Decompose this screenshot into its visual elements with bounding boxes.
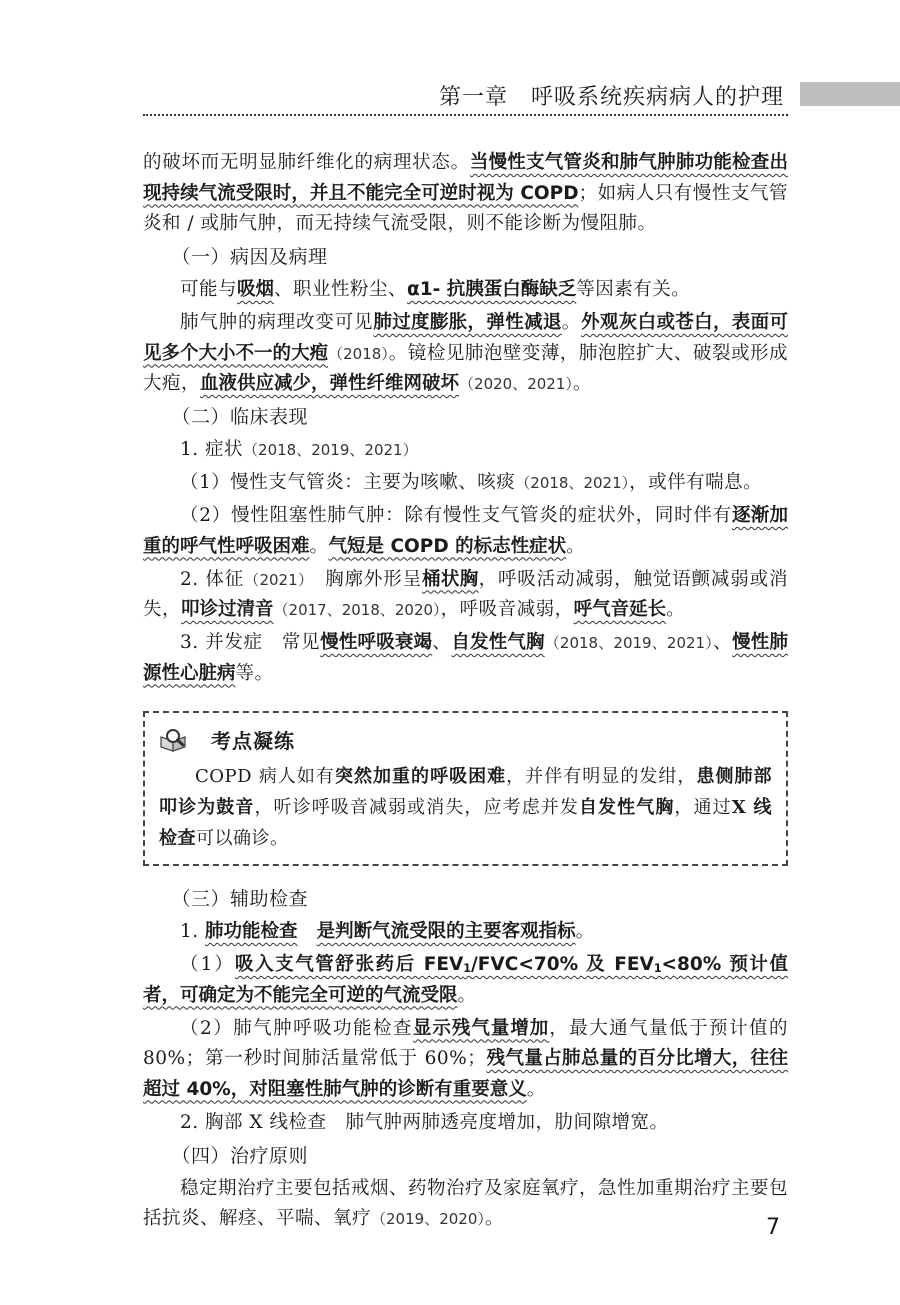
section-heading-tests: （三）辅助检查 — [171, 888, 309, 910]
subscript: 1 — [653, 962, 662, 976]
text: 稳定期治疗主要包括戒烟、药物治疗及家庭氧疗，急性加重期治疗主要包括抗炎、解痉、平喘、氧疗 — [143, 1177, 789, 1229]
exam-years: （2018、2019、2021） — [243, 441, 418, 459]
text: ，或伴有喘息。 — [629, 472, 763, 493]
exam-years: （2019、2020） — [371, 1210, 485, 1228]
emphasis: 显示残气量增加 — [412, 1017, 550, 1039]
lung-function-paragraph — [143, 917, 788, 948]
text: 肺气肿的病理改变可见 — [180, 312, 374, 333]
text: 、 — [712, 632, 733, 653]
text — [298, 921, 317, 942]
text: 。 — [484, 1208, 504, 1229]
callout-header — [159, 721, 772, 761]
xray-paragraph: 2. 胸部 X 线检查 肺气肿两肺透亮度增加，肋间隙增宽。 — [180, 1111, 669, 1133]
text: 。镜检见肺泡壁变薄，肺泡腔扩大、破裂或形成大疱， — [143, 342, 788, 394]
bold-text: 自发性气胸 — [578, 797, 675, 818]
text: 。 — [526, 1078, 546, 1100]
emphasis: 血液供应减少，弹性纤维网破坏 — [200, 373, 460, 394]
text: 、 — [432, 632, 452, 653]
magnifier-book-icon — [159, 727, 193, 755]
emphasis: 自发性气胸 — [451, 632, 545, 653]
emphasis: 当慢性支气管炎和肺气肿肺功能检查出现持续气流受限时，并且不能完全可逆时视为 COPD — [143, 152, 788, 204]
text: 的破坏而无明显肺纤维化的病理状态。 — [143, 152, 470, 173]
text: ，听诊呼吸音减弱或消失，应考虑并发 — [254, 797, 579, 818]
text: （1）慢性支气管炎：主要为咳嗽、咳痰 — [180, 472, 516, 493]
text: 。 — [572, 373, 592, 394]
emphasis: 叩诊过清音 — [181, 599, 274, 620]
bold-text: 突然加重的呼吸困难 — [334, 766, 507, 787]
emphysema-paragraph — [143, 501, 788, 562]
emphasis: 慢性肺源性心脏病 — [143, 632, 788, 684]
text: 。 — [666, 599, 686, 620]
emphasis: 桶状胸 — [422, 568, 479, 590]
symptoms-label — [143, 435, 788, 466]
emphasis: 吸烟 — [237, 279, 275, 300]
header-tab-bar — [800, 82, 900, 106]
chapter-title: 第一章 呼吸系统疾病病人的护理 — [438, 85, 784, 110]
exam-years: （2018） — [328, 344, 389, 363]
bold-text: 患侧肺部叩诊为鼓音 — [159, 766, 773, 818]
emphasis: 呼气音延长 — [573, 599, 667, 620]
text: 1. — [180, 921, 206, 942]
text: （2）肺气肿呼吸功能检查 — [180, 1017, 413, 1039]
exam-years: （2018、2019、2021） — [544, 634, 713, 652]
fev1-paragraph — [143, 950, 788, 1011]
emphasis: 慢性呼吸衰竭 — [320, 632, 433, 653]
etiology-paragraph — [143, 275, 788, 306]
callout-body — [159, 761, 772, 854]
page-body — [143, 148, 788, 1237]
text: ，通过 — [674, 797, 732, 818]
emphasis: 逐渐加重的呼气性呼吸困难 — [143, 505, 788, 557]
emphasis: α1- 抗胰蛋白酶缺乏 — [407, 279, 577, 300]
emphasis: 气短是 COPD 的标志性症状 — [328, 535, 567, 557]
exam-years: （2018、2021） — [515, 474, 630, 492]
exam-years: （2021） — [244, 570, 306, 589]
text: ，最大通气量低于预计值的 80%；第一秒时间肺活量常低于 60%； — [143, 1017, 788, 1069]
text: ，呼吸活动减弱，触觉语颤减弱或消失， — [143, 568, 788, 620]
text: COPD 病人如有 — [195, 766, 335, 787]
emphasis: 残气量占肺总量的百分比增大，往往超过 40%，对阻塞性肺气肿的诊断有重要意义 — [143, 1048, 788, 1100]
emphasis: 肺过度膨胀，弹性减退 — [373, 312, 562, 333]
text: 2. 体征 — [180, 568, 245, 590]
emphasis: 是判断气流受限的主要客观指标 — [316, 921, 576, 942]
intro-paragraph — [143, 148, 788, 240]
key-point-callout — [143, 711, 788, 866]
subscript: 1 — [463, 962, 472, 976]
text: 。 — [457, 984, 477, 1006]
text: 。 — [309, 535, 329, 557]
section-heading-treatment: （四）治疗原则 — [171, 1144, 309, 1167]
treatment-paragraph — [143, 1174, 788, 1235]
emphasis: 外观灰白或苍白，表面可见多个大小不一的大疱 — [143, 312, 788, 364]
text: ；如病人只有慢性支气管炎和 / 或肺气肿，而无持续气流受限，则不能诊断为慢阻肺。 — [143, 182, 788, 234]
text: （2）慢性阻塞性肺气肿：除有慢性支气管炎的症状外，同时伴有 — [180, 505, 732, 526]
residual-volume-paragraph — [143, 1014, 788, 1106]
text: 吸入支气管舒张药后 FEV — [235, 954, 464, 975]
emphasis: 肺功能检查 — [205, 921, 298, 942]
exam-years: （2017、2018、2020） — [273, 601, 441, 619]
text: 胸廓外形呈 — [305, 568, 423, 590]
section-heading-etiology: （一）病因及病理 — [171, 246, 328, 268]
text: 。 — [566, 535, 586, 557]
running-header — [143, 78, 788, 116]
text: ，并伴有明显的发绀， — [506, 766, 697, 787]
text: 可能与 — [180, 279, 238, 300]
page-number: 7 — [766, 1215, 780, 1240]
pathology-paragraph — [143, 308, 788, 400]
text: 、职业性粉尘、 — [274, 279, 408, 300]
bold-text: X 线检查 — [159, 797, 773, 849]
text: 1. 症状 — [180, 439, 244, 460]
bronchitis-paragraph — [143, 468, 788, 499]
callout-title: 考点凝练 — [211, 728, 295, 753]
text: <80% 预计值者，可确定为不能完全可逆的气流受限 — [143, 954, 788, 1006]
signs-paragraph — [143, 565, 788, 626]
text: 3. 并发症 常见 — [180, 632, 321, 653]
complications-paragraph — [143, 628, 788, 689]
text: 等。 — [235, 662, 274, 684]
text: 。 — [561, 312, 582, 333]
section-heading-clinical: （二）临床表现 — [171, 406, 309, 428]
text: ，呼吸音减弱， — [440, 599, 574, 620]
exam-years: （2020、2021） — [459, 375, 573, 393]
text: 。 — [575, 921, 595, 942]
text: 可以确诊。 — [196, 828, 289, 849]
text: （1） — [180, 954, 235, 975]
text: 等因素有关。 — [576, 279, 691, 300]
text: /FVC<70% 及 FEV — [471, 954, 654, 975]
